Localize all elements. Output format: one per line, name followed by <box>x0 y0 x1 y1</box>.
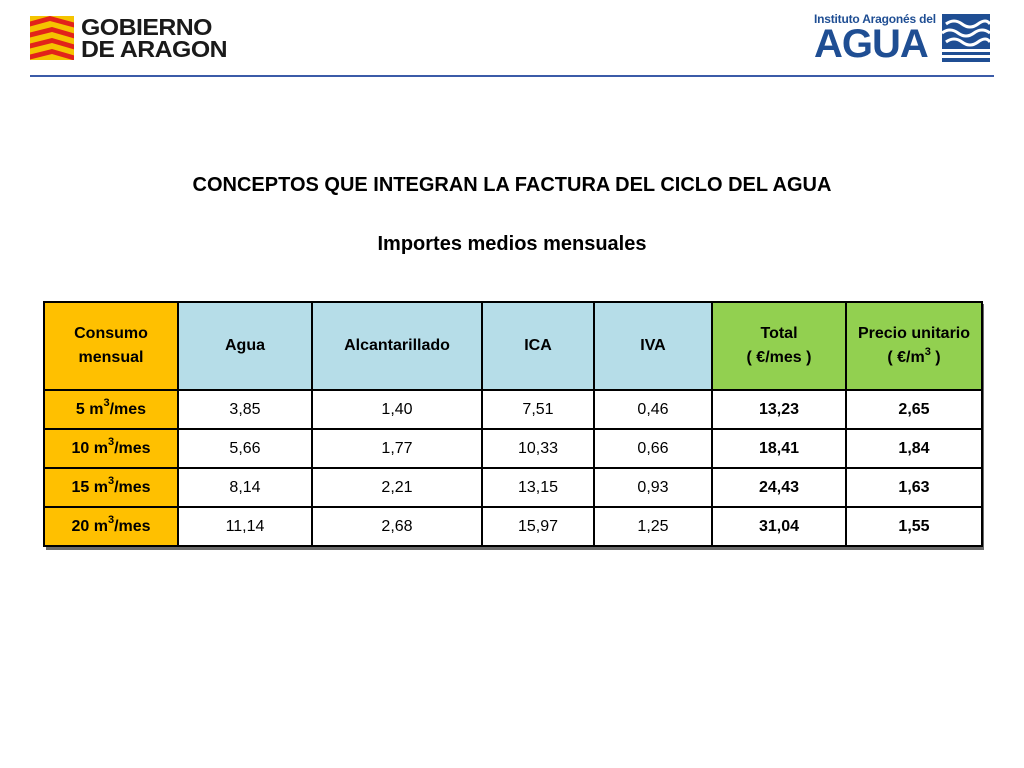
header-iva: IVA <box>594 302 712 390</box>
instituto-aragones-del-agua-logo <box>814 12 990 64</box>
cell-ica: 15,97 <box>482 507 594 546</box>
cell-alcantarillado: 1,77 <box>312 429 482 468</box>
header-precio-unitario <box>846 302 982 390</box>
header-ica: ICA <box>482 302 594 390</box>
table-row <box>44 468 982 507</box>
row-label-consumo: 15 $m^3$/mes <box>44 468 178 507</box>
gobierno-de-aragon-logo <box>30 12 228 64</box>
row-label-consumo: 20 $m^3$/mes <box>44 507 178 546</box>
cell-ica: 10,33 <box>482 429 594 468</box>
cell-ica: 13,15 <box>482 468 594 507</box>
header-alcantarillado: Alcantarillado <box>312 302 482 390</box>
water-waves-icon <box>942 14 990 62</box>
cell-iva: 0,46 <box>594 390 712 429</box>
header-precio-line2: ( $€/m^3$ ) <box>887 345 941 366</box>
aragon-flag-icon <box>30 16 74 60</box>
header-total-line2: ( €/mes ) <box>746 349 812 366</box>
header-agua: Agua <box>178 302 312 390</box>
cell-agua: 8,14 <box>178 468 312 507</box>
row-label-consumo: 5 $m^3$/mes <box>44 390 178 429</box>
cell-total: 13,23 <box>712 390 846 429</box>
cell-precio-unitario: 1,55 <box>846 507 982 546</box>
cell-iva: 0,66 <box>594 429 712 468</box>
cell-precio-unitario: 1,63 <box>846 468 982 507</box>
cell-agua: 5,66 <box>178 429 312 468</box>
page-subtitle: Importes medios mensuales <box>377 233 647 255</box>
table-row <box>44 507 982 546</box>
header-consumo-mensual: Consumo mensual <box>44 302 178 390</box>
iaa-logo-line2: AGUA <box>814 22 928 66</box>
gobierno-logo-line1: GOBIERNO <box>81 14 212 40</box>
cell-ica: 7,51 <box>482 390 594 429</box>
iaa-logo-line1: Instituto Aragonés del <box>814 12 936 26</box>
cell-agua: 11,14 <box>178 507 312 546</box>
cell-agua: 3,85 <box>178 390 312 429</box>
header-divider <box>30 75 994 77</box>
cell-iva: 1,25 <box>594 507 712 546</box>
water-bill-table-container <box>43 301 981 547</box>
cell-precio-unitario: 2,65 <box>846 390 982 429</box>
table-header-row <box>44 302 982 390</box>
table-row <box>44 429 982 468</box>
gobierno-logo-line2: DE ARAGON <box>81 36 228 62</box>
cell-iva: 0,93 <box>594 468 712 507</box>
cell-total: 24,43 <box>712 468 846 507</box>
water-bill-table <box>43 301 983 547</box>
row-label-consumo: 10 $m^3$/mes <box>44 429 178 468</box>
cell-total: 18,41 <box>712 429 846 468</box>
cell-alcantarillado: 1,40 <box>312 390 482 429</box>
page-title: CONCEPTOS QUE INTEGRAN LA FACTURA DEL CICLO DEL AGUA <box>192 174 832 196</box>
cell-precio-unitario: 1,84 <box>846 429 982 468</box>
table-row <box>44 390 982 429</box>
header-total <box>712 302 846 390</box>
cell-alcantarillado: 2,68 <box>312 507 482 546</box>
header-precio-line1: Precio unitario <box>857 325 971 342</box>
header-total-line1: Total <box>760 325 798 342</box>
cell-alcantarillado: 2,21 <box>312 468 482 507</box>
cell-total: 31,04 <box>712 507 846 546</box>
